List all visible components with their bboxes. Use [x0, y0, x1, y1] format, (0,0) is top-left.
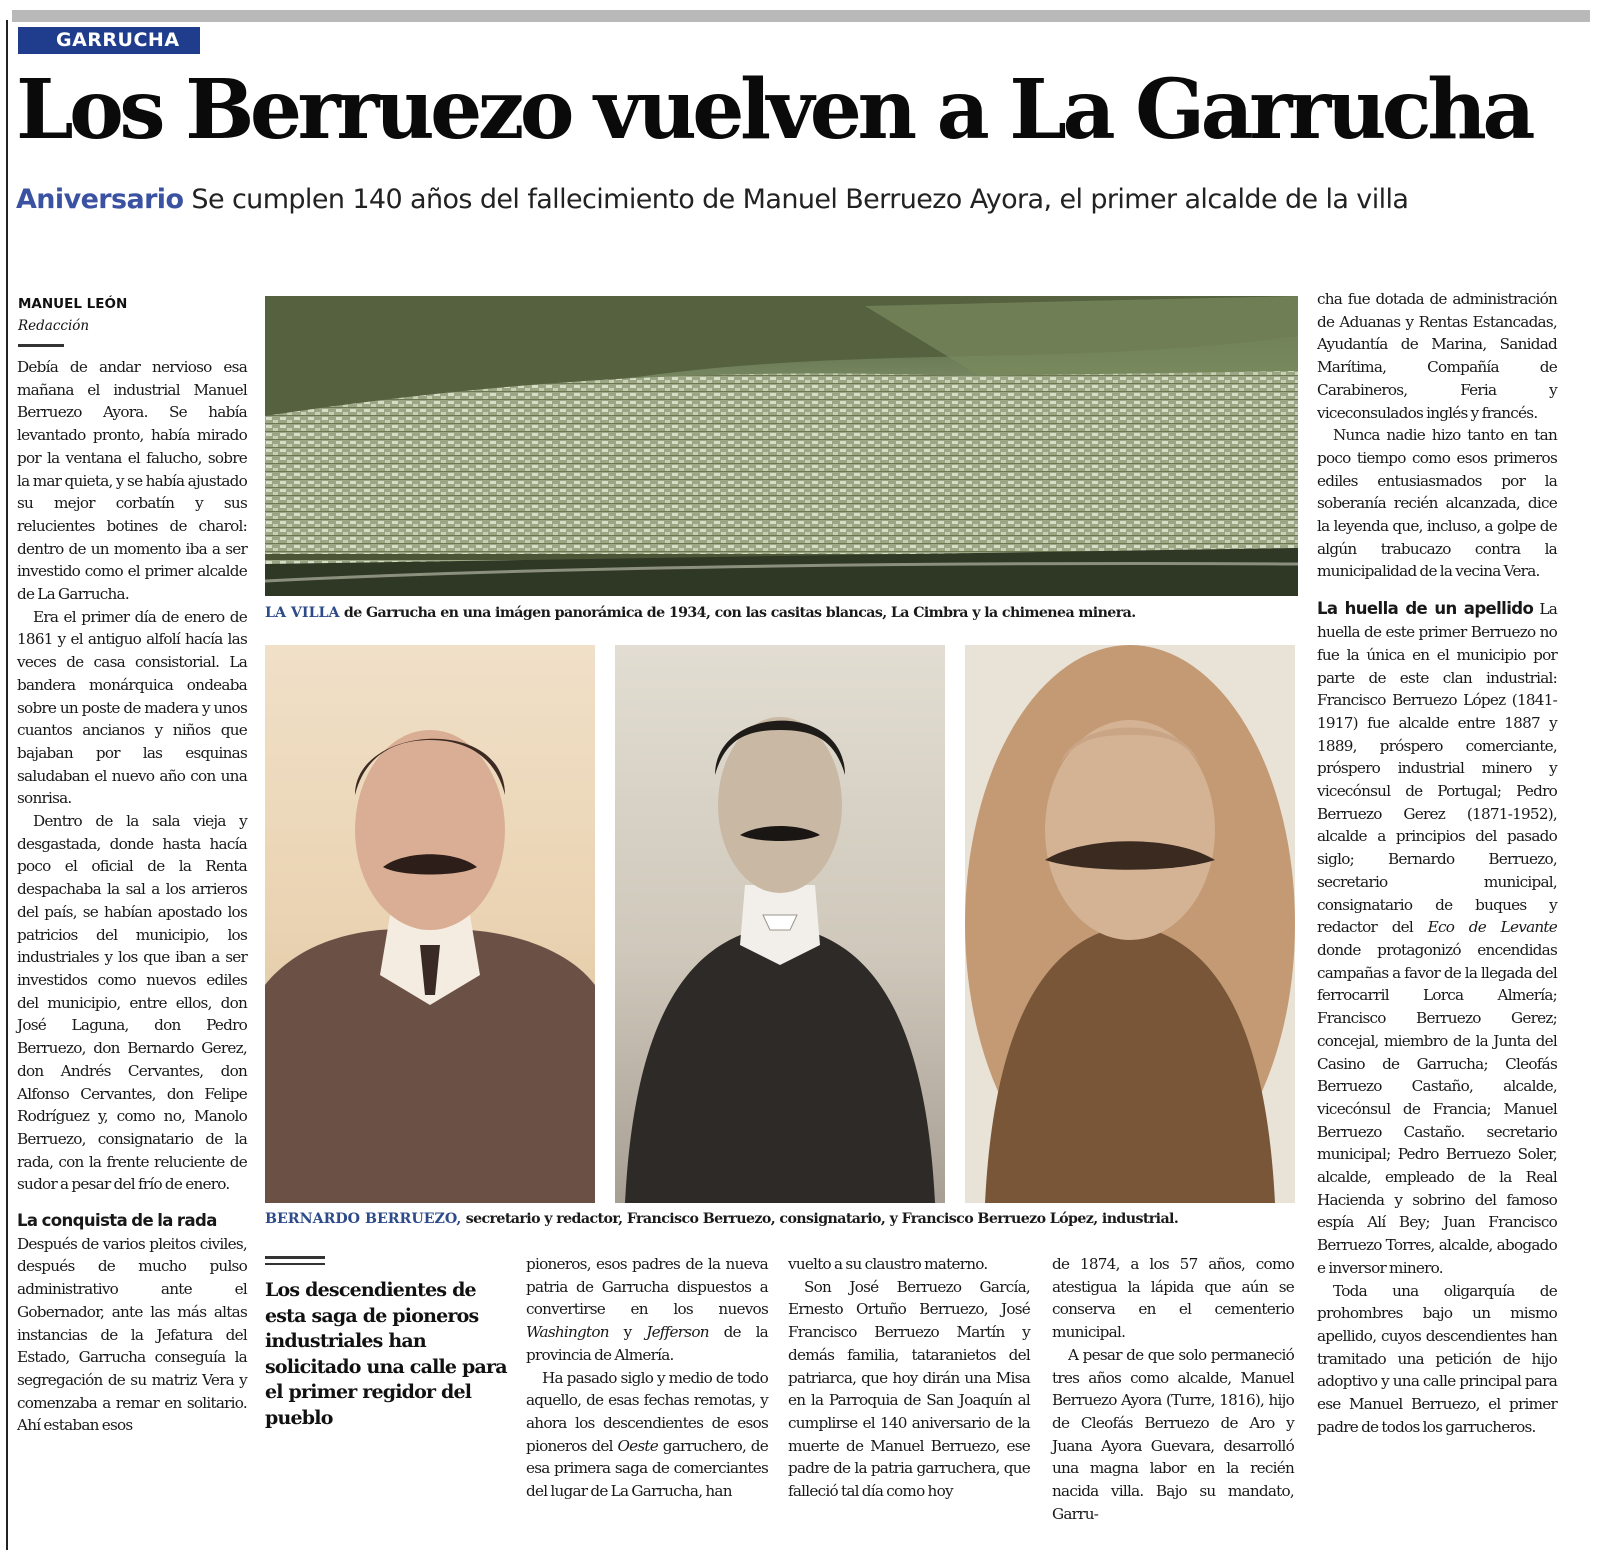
caption-text: de Garrucha en una imágen panorámica de 1934, con las casitas blancas, La Cimbra y la chimenea minera. — [339, 605, 1136, 621]
column-1 — [17, 356, 247, 1437]
subheading: La conquista de la rada — [17, 1211, 217, 1231]
pullquote-rule — [265, 1263, 325, 1265]
portrait-illustration — [615, 645, 945, 1203]
column-5 — [1052, 1253, 1294, 1525]
portrait-francisco-berruezo-lopez — [965, 645, 1295, 1203]
portraits-caption — [265, 1209, 1178, 1229]
portrait-bernardo-berruezo — [265, 645, 595, 1203]
pullquote: Los descendientes de esta saga de pioneros industriales han solicitado una calle para el primer regidor del pueblo — [265, 1279, 507, 1429]
pullquote-rule — [265, 1256, 325, 1259]
paragraph: A pesar de que solo permaneció tres años como alcalde, Manuel Berruezo Ayora (Turre, 1816), hijo de Cleofás Berruezo de Aro y Juana Ayora Guevara, desarrolló una magna labor en la recién nacida villa. Bajo su mandato, Garru- — [1052, 1345, 1294, 1523]
left-border — [6, 20, 8, 1550]
byline-role: Redacción — [18, 318, 90, 334]
subhead-text: Se cumplen 140 años del fallecimiento de Manuel Berruezo Ayora, el primer alcalde de la villa — [191, 184, 1409, 215]
paragraph: Ha pasado siglo y medio de todo aquello, de esas fechas remotas, y ahora los descendientes de esos pioneros del Oeste garruchero, de esa primera saga de comerciantes del lugar de La Garrucha, han — [526, 1368, 768, 1501]
top-rule — [12, 10, 1590, 22]
paragraph: Después de varios pleitos civiles, después de mucho pulso administrativo ante el Gobernador, ante las más altas instancias de la Jefatura del Estado, Garrucha conseguía la segregación de su matriz Vera y comenzaba a remar en solitario. Ahí estaban esos — [17, 1234, 247, 1435]
column-4 — [788, 1253, 1030, 1503]
portrait-francisco-berruezo — [615, 645, 945, 1203]
subhead — [16, 180, 1591, 220]
column-3 — [526, 1253, 768, 1503]
headline: Los Berruezo vuelven a La Garrucha — [16, 62, 1531, 158]
paragraph: Toda una oligarquía de prohombres bajo un mismo apellido, cuyos descendientes han tramitado una petición de hijo adoptivo y una calle principal para ese Manuel Berruezo, el primer padre de todos los garrucheros. — [1317, 1281, 1557, 1436]
paragraph: La huella de un apellido La huella de este primer Berruezo no fue la única en el municipio por parte de este clan industrial: Francisco Berruezo López (1841-1917) fue alcalde entre 1887 y 1889, próspero comerciante, próspero industrial minero y vicecónsul de Portugal; Pedro Berruezo Gerez (1871-1952), alcalde a principios del pasado siglo; Bernardo Berruezo, secretario municipal, consignatario de buques y redactor del Eco de Levante donde protagonizó encendidas campañas a favor de la llegada del ferrocarril Lorca Almería; Francisco Berruezo Gerez; concejal, miembro de la Junta del Casino de Garrucha; Cleofás Berruezo Castaño, alcalde, vicecónsul de Francia; Manuel Berruezo Castaño. secretario municipal; Pedro Berruezo Soler, alcalde, empleado de la Real Hacienda y sobrino del famoso espía Alí Bey; Juan Francisco Berruezo Torres, alcalde, abogado e inversor minero. — [1317, 599, 1558, 1277]
byline-rule — [18, 344, 64, 347]
panorama-caption — [265, 603, 1136, 623]
caption-text: secretario y redactor, Francisco Berruezo, consignatario, y Francisco Berruezo López, industrial. — [461, 1211, 1179, 1227]
paragraph: Nunca nadie hizo tanto en tan poco tiempo como esos primeros ediles entusiasmados por la soberanía recién alcanzada, dice la leyenda que, incluso, a golpe de algún trabucazo contra la municipalidad de la vecina Vera. — [1317, 426, 1557, 581]
paragraph: Son José Berruezo García, Ernesto Ortuño Berruezo, José Francisco Berruezo Martín y demás familia, tataranietos del patriarca, que hoy dirán una Misa en la Parroquia de San Joaquín al cumplirse el 140 aniversario de la muerte de Manuel Berruezo, ese padre de la patria garruchera, que falleció tal día como hoy — [788, 1277, 1030, 1501]
paragraph: de 1874, a los 57 años, como atestigua la lápida que aún se conserva en el cementerio municipal. — [1052, 1255, 1294, 1342]
paragraph: Era el primer día de enero de 1861 y el antiguo alfolí hacía las veces de casa consistorial. La bandera monárquica ondeaba sobre un poste de madera y unos cuantos ancianos y niños que bajaban por las esquinas saludaban el nuevo año con una sonrisa. — [17, 607, 247, 808]
panorama-photo — [265, 296, 1298, 596]
paragraph: vuelto a su claustro materno. — [788, 1255, 988, 1273]
paragraph: pioneros, esos padres de la nueva patria de Garrucha dispuestos a convertirse en los nuevos Washington y Jefferson de la provincia de Almería. — [526, 1255, 768, 1364]
column-6 — [1317, 288, 1557, 1438]
paragraph: cha fue dotada de administración de Aduanas y Rentas Estancadas, Ayudantía de Marina, Sanidad Marítima, Compañía de Carabineros, Feria y viceconsulados inglés y francés. — [1317, 290, 1557, 422]
caption-lead: BERNARDO BERRUEZO, — [265, 1211, 462, 1227]
paragraph: Debía de andar nervioso esa mañana el industrial Manuel Berruezo Ayora. Se había levantado pronto, había mirado por la ventana el falucho, sobre la mar quieta, y se había ajustado su mejor corbatín y sus relucientes botines de charol: dentro de un momento iba a ser investido como el primer alcalde de La Garrucha. — [17, 358, 247, 604]
subhead-kicker: Aniversario — [16, 184, 184, 215]
portrait-illustration — [965, 645, 1295, 1203]
section-tag: GARRUCHA — [18, 27, 200, 54]
paragraph: Dentro de la sala vieja y desgastada, donde hasta hacía poco el oficial de la Renta despachaba la sal a los arrieros del país, se habían apostado los patricios del municipio, los industriales y los que iban a ser investidos como nuevos ediles del municipio, entre ellos, don José Laguna, don Pedro Berruezo, don Bernardo Gerez, don Andrés Cervantes, don Alfonso Cervantes, don Felipe Rodríguez y, como no, Manolo Berruezo, consignatario de la rada, con la frente reluciente de sudor a pesar del frío de enero. — [17, 812, 247, 1194]
portrait-illustration — [265, 645, 595, 1203]
byline-author: MANUEL LEÓN — [18, 296, 128, 312]
panorama-illustration — [265, 296, 1298, 596]
subheading: La huella de un apellido — [1317, 599, 1534, 619]
caption-lead: LA VILLA — [265, 605, 340, 621]
